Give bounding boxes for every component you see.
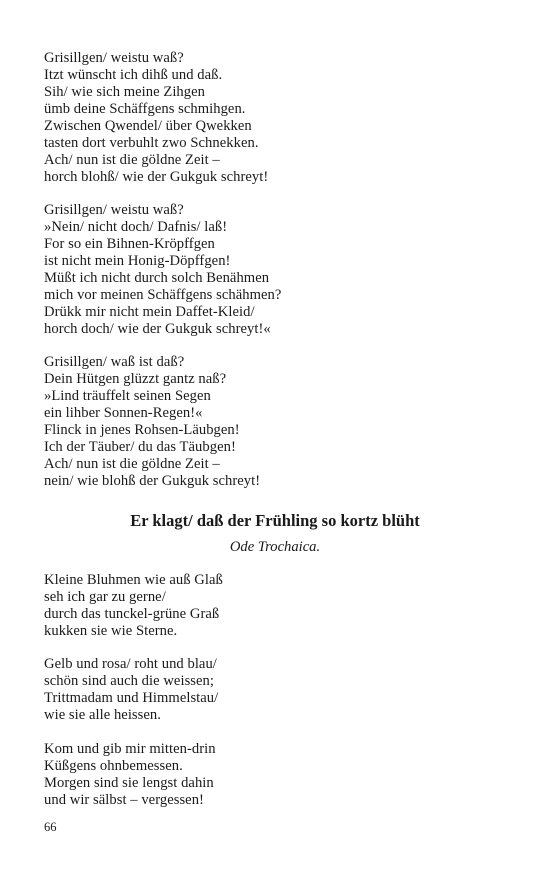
poem1-stanza-2	[44, 202, 281, 338]
poem1-stanza-1	[44, 50, 268, 186]
verse-line: Müßt ich nicht durch solch Benähmen	[44, 270, 270, 286]
poem2-stanza-3	[44, 741, 216, 809]
verse-line: tasten dort verbuhlt zwo Schnekken.	[44, 135, 259, 151]
verse-line: Itzt wünscht ich dihß und daß.	[44, 67, 223, 83]
page-number: 66	[44, 820, 57, 834]
poem2-stanza-2	[44, 656, 218, 724]
verse-line: nein/ wie blohß der Gukguk schreyt!	[44, 473, 261, 489]
verse-line: »Nein/ nicht doch/ Dafnis/ laß!	[44, 219, 228, 235]
verse-line: Ach/ nun ist die göldne Zeit –	[44, 456, 220, 472]
poem1-stanza-3	[44, 354, 260, 490]
verse-line: Küßgens ohnbemessen.	[44, 758, 183, 774]
verse-line: »Lind träuffelt seinen Segen	[44, 388, 211, 404]
verse-line: Dein Hütgen glüzzt gantz naß?	[44, 371, 227, 387]
verse-line: Gelb und rosa/ roht und blau/	[44, 656, 217, 672]
verse-line: mich vor meinen Schäffgens schähmen?	[44, 287, 282, 303]
poem-title: Er klagt/ daß der Frühling so kortz blüht	[130, 511, 420, 530]
verse-line: seh ich gar zu gerne/	[44, 589, 166, 605]
verse-line: Sih/ wie sich meine Zihgen	[44, 84, 205, 100]
verse-line: Kleine Bluhmen wie auß Glaß	[44, 572, 223, 588]
verse-line: For so ein Bihnen-Kröpffgen	[44, 236, 215, 252]
verse-line: durch das tunckel-grüne Graß	[44, 606, 220, 622]
verse-line: kukken sie wie Sterne.	[44, 623, 178, 639]
verse-line: Ach/ nun ist die göldne Zeit –	[44, 152, 220, 168]
verse-line: Flinck in jenes Rohsen-Läubgen!	[44, 422, 240, 438]
verse-line: horch doch/ wie der Gukguk schreyt!«	[44, 321, 271, 337]
verse-line: ümb deine Schäffgens schmihgen.	[44, 101, 246, 117]
verse-line: horch blohß/ wie der Gukguk schreyt!	[44, 169, 269, 185]
verse-line: Drükk mir nicht mein Daffet-Kleid/	[44, 304, 255, 320]
verse-line: Kom und gib mir mitten-drin	[44, 741, 216, 757]
poem-subtitle: Ode Trochaica.	[229, 539, 321, 555]
verse-line: Morgen sind sie lengst dahin	[44, 775, 214, 791]
verse-line: Grisillgen/ weistu waß?	[44, 50, 184, 66]
verse-line: ein lihber Sonnen-Regen!«	[44, 405, 203, 421]
verse-line: Zwischen Qwendel/ über Qwekken	[44, 118, 252, 134]
verse-line: Trittmadam und Himmelstau/	[44, 690, 219, 706]
verse-line: ist nicht mein Honig-Döpffgen!	[44, 253, 231, 269]
verse-line: Grisillgen/ waß ist daß?	[44, 354, 185, 370]
verse-line: schön sind auch die weissen;	[44, 673, 215, 689]
poem2-stanza-1	[44, 572, 223, 640]
verse-line: Grisillgen/ weistu waß?	[44, 202, 184, 218]
verse-line: Ich der Täuber/ du das Täubgen!	[44, 439, 236, 455]
verse-line: wie sie alle heissen.	[44, 707, 161, 723]
verse-line: und wir sälbst – vergessen!	[44, 792, 204, 808]
